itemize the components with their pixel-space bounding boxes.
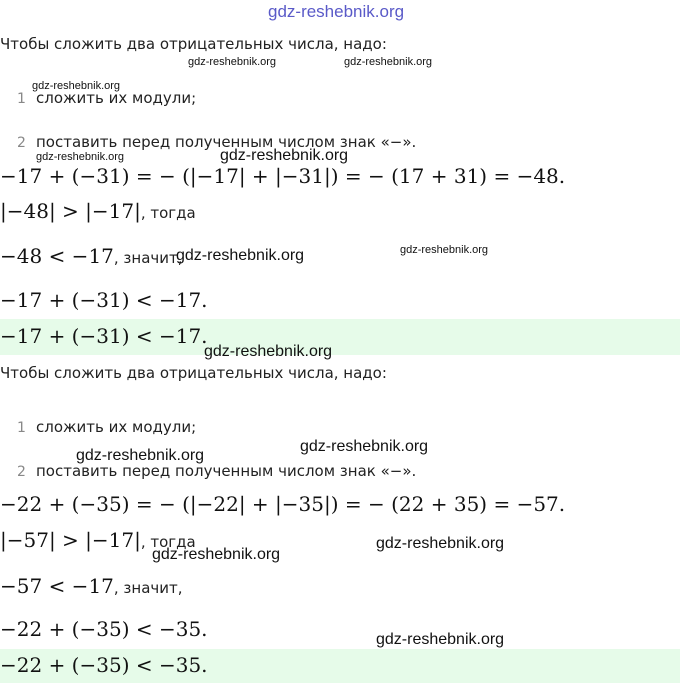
rule-intro-2: Чтобы сложить два отрицательных числа, надо: xyxy=(0,364,387,382)
watermark: gdz-reshebnik.org xyxy=(344,56,433,68)
watermark: gdz-reshebnik.org xyxy=(300,438,429,455)
watermark: gdz-reshebnik.org xyxy=(152,546,281,563)
watermark: gdz-reshebnik.org xyxy=(188,56,277,68)
step-number-1: 1 xyxy=(17,420,26,436)
inequality-line-1 xyxy=(0,244,183,268)
step-number-2: 2 xyxy=(17,135,26,151)
inequality-line-2 xyxy=(0,574,183,598)
result-line-2: −22 + (−35) < −35. xyxy=(0,617,208,641)
watermark: gdz-reshebnik.org xyxy=(376,535,505,552)
watermark: gdz-reshebnik.org xyxy=(36,151,125,163)
answer-2: −22 + (−35) < −35. xyxy=(0,653,208,677)
step-2-text: поставить перед полученным числом знак «−». xyxy=(36,133,417,151)
inequality-math: −48 < −17 xyxy=(0,244,114,268)
step-1-text: сложить их модули; xyxy=(36,418,197,436)
inequality-word: , значит, xyxy=(113,249,183,267)
comparison-math: |−48| > |−17| xyxy=(0,199,141,223)
step-number-1: 1 xyxy=(17,91,26,107)
equation-sum-2: −22 + (−35) = − (|−22| + |−35|) = − (22 + 35) = −57. xyxy=(0,492,566,516)
watermark-top: gdz-reshebnik.org xyxy=(268,2,405,21)
equation-sum-1: −17 + (−31) = − (|−17| + |−31|) = − (17 + 31) = −48. xyxy=(0,164,566,188)
result-line-1: −17 + (−31) < −17. xyxy=(0,288,208,312)
step-1-text: сложить их модули; xyxy=(36,89,197,107)
rule-intro-1: Чтобы сложить два отрицательных числа, надо: xyxy=(0,35,387,53)
inequality-word: , значит, xyxy=(113,579,183,597)
inequality-math: −57 < −17 xyxy=(0,574,114,598)
watermark: gdz-reshebnik.org xyxy=(76,447,205,464)
comparison-word: , тогда xyxy=(140,204,196,222)
watermark: gdz-reshebnik.org xyxy=(176,247,305,264)
watermark: gdz-reshebnik.org xyxy=(400,244,489,256)
step-number-2: 2 xyxy=(17,464,26,480)
watermark: gdz-reshebnik.org xyxy=(204,343,333,360)
step-2-text: поставить перед полученным числом знак «−». xyxy=(36,462,417,480)
comparison-word: , тогда xyxy=(140,533,196,551)
comparison-line-1 xyxy=(0,199,196,223)
watermark: gdz-reshebnik.org xyxy=(220,147,349,164)
comparison-math: |−57| > |−17| xyxy=(0,528,141,552)
watermark: gdz-reshebnik.org xyxy=(376,631,505,648)
answer-1: −17 + (−31) < −17. xyxy=(0,324,208,348)
watermark: gdz-reshebnik.org xyxy=(32,80,121,92)
